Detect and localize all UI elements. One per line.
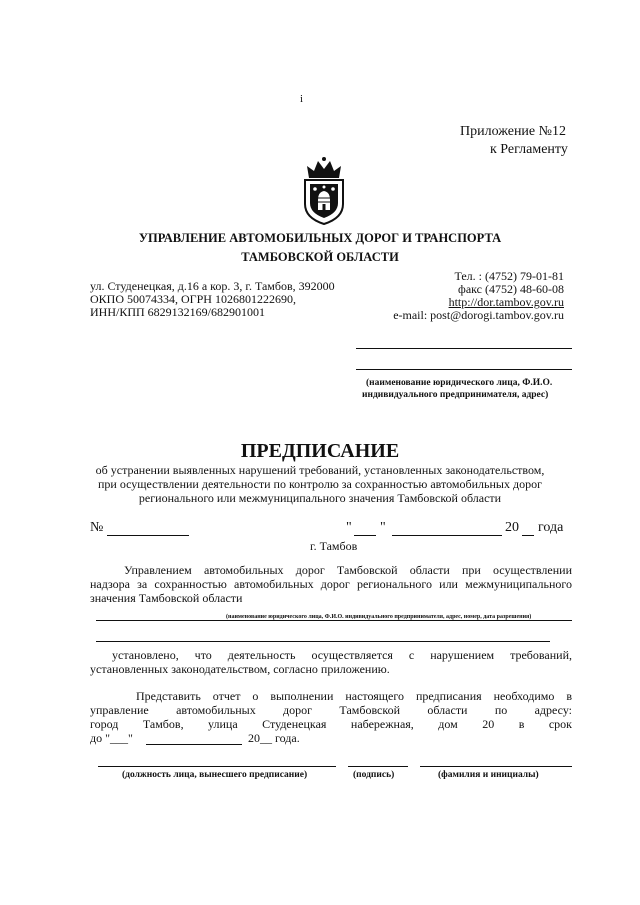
contact-email: e-mail: post@dorogi.tambov.gov.ru (393, 308, 564, 322)
signature-sign-caption: (подпись) (353, 770, 395, 780)
body-p2-line1: установлено, что деятельность осуществляется с нарушением требований, (112, 648, 572, 662)
recipient-line-2 (356, 369, 572, 370)
subtitle-line1: об устранении выявленных нарушений требований, установленных законодательством, (95, 463, 545, 477)
violator-caption: (наименование юридического лица, Ф.И.О. индивидуального предпринимателя, адрес, номер, дата разрешения) (226, 614, 532, 620)
violator-line-1[interactable] (96, 620, 572, 621)
signature-position-caption: (должность лица, вынесшего предписание) (122, 770, 308, 780)
recipient-line-1 (356, 348, 572, 349)
body-p3-line3: город Тамбов, улица Студенецкая набережная, дом 20 в срок (90, 717, 572, 731)
signature-name-caption: (фамилия и инициалы) (438, 770, 539, 780)
address-line1: ул. Студенецкая, д.16 а кор. 3, г. Тамбов, 392000 (90, 279, 335, 293)
body-p3-line4-year: 20__ года. (248, 731, 300, 745)
document-title: ПРЕДПИСАНИЕ (240, 440, 400, 462)
deadline-field[interactable] (146, 744, 242, 745)
date-year-suffix: года (538, 520, 564, 535)
body-p2-line2: установленных законодательством, согласно приложению. (90, 662, 390, 676)
recipient-caption-line2: индивидуального предпринимателя, адрес) (362, 390, 549, 400)
body-p1-line2: надзора за сохранностью автомобильных дорог регионального или межмуниципального (90, 577, 572, 591)
city: г. Тамбов (310, 539, 358, 553)
signature-name-line[interactable] (420, 766, 572, 767)
date-month-field[interactable] (392, 535, 502, 536)
body-p1-line3: значения Тамбовской области (90, 591, 243, 605)
number-label: № (90, 520, 104, 535)
contact-url[interactable]: http://dor.tambov.gov.ru (448, 295, 564, 309)
subtitle-line2: при осуществлении деятельности по контролю за сохранностью автомобильных дорог (98, 477, 542, 491)
appendix-line2: к Регламенту (490, 142, 568, 157)
org-name-line2: ТАМБОВСКОЙ ОБЛАСТИ (241, 250, 399, 264)
body-p1-line1: Управлением автомобильных дорог Тамбовской области при осуществлении (124, 563, 572, 577)
address-line3: ИНН/КПП 6829132169/682901001 (90, 305, 266, 319)
address-line2: ОКПО 50074334, ОГРН 1026801222690, (90, 292, 296, 306)
date-year-prefix: 20 (505, 520, 519, 535)
signature-position-line[interactable] (98, 766, 336, 767)
number-field[interactable] (107, 535, 189, 536)
body-p3-line2: управление автомобильных дорог Тамбовской области по адресу: (90, 703, 572, 717)
date-year-field[interactable] (522, 535, 534, 536)
body-p3-line4-prefix: до "___" (90, 731, 133, 745)
date-day-field[interactable] (354, 535, 376, 536)
contact-fax: факс (4752) 48-60-08 (458, 282, 564, 296)
recipient-caption-line1: (наименование юридического лица, Ф.И.О. (366, 378, 553, 388)
coat-of-arms-emblem (299, 156, 349, 226)
date-quote-open: " (346, 520, 352, 535)
org-name-line1: УПРАВЛЕНИЕ АВТОМОБИЛЬНЫХ ДОРОГ И ТРАНСПОРТА (138, 231, 502, 245)
date-quote-close: " (380, 520, 386, 535)
body-p3-line1: Представить отчет о выполнении настоящего предписания необходимо в (136, 689, 572, 703)
appendix-line1: Приложение №12 (460, 124, 566, 139)
subtitle-line3: регионального или межмуниципального значения Тамбовской области (138, 491, 502, 505)
violator-line-2[interactable] (96, 641, 550, 642)
contact-phone: Тел. : (4752) 79-01-81 (454, 269, 564, 283)
signature-sign-line[interactable] (348, 766, 408, 767)
top-mark: i (300, 93, 304, 105)
